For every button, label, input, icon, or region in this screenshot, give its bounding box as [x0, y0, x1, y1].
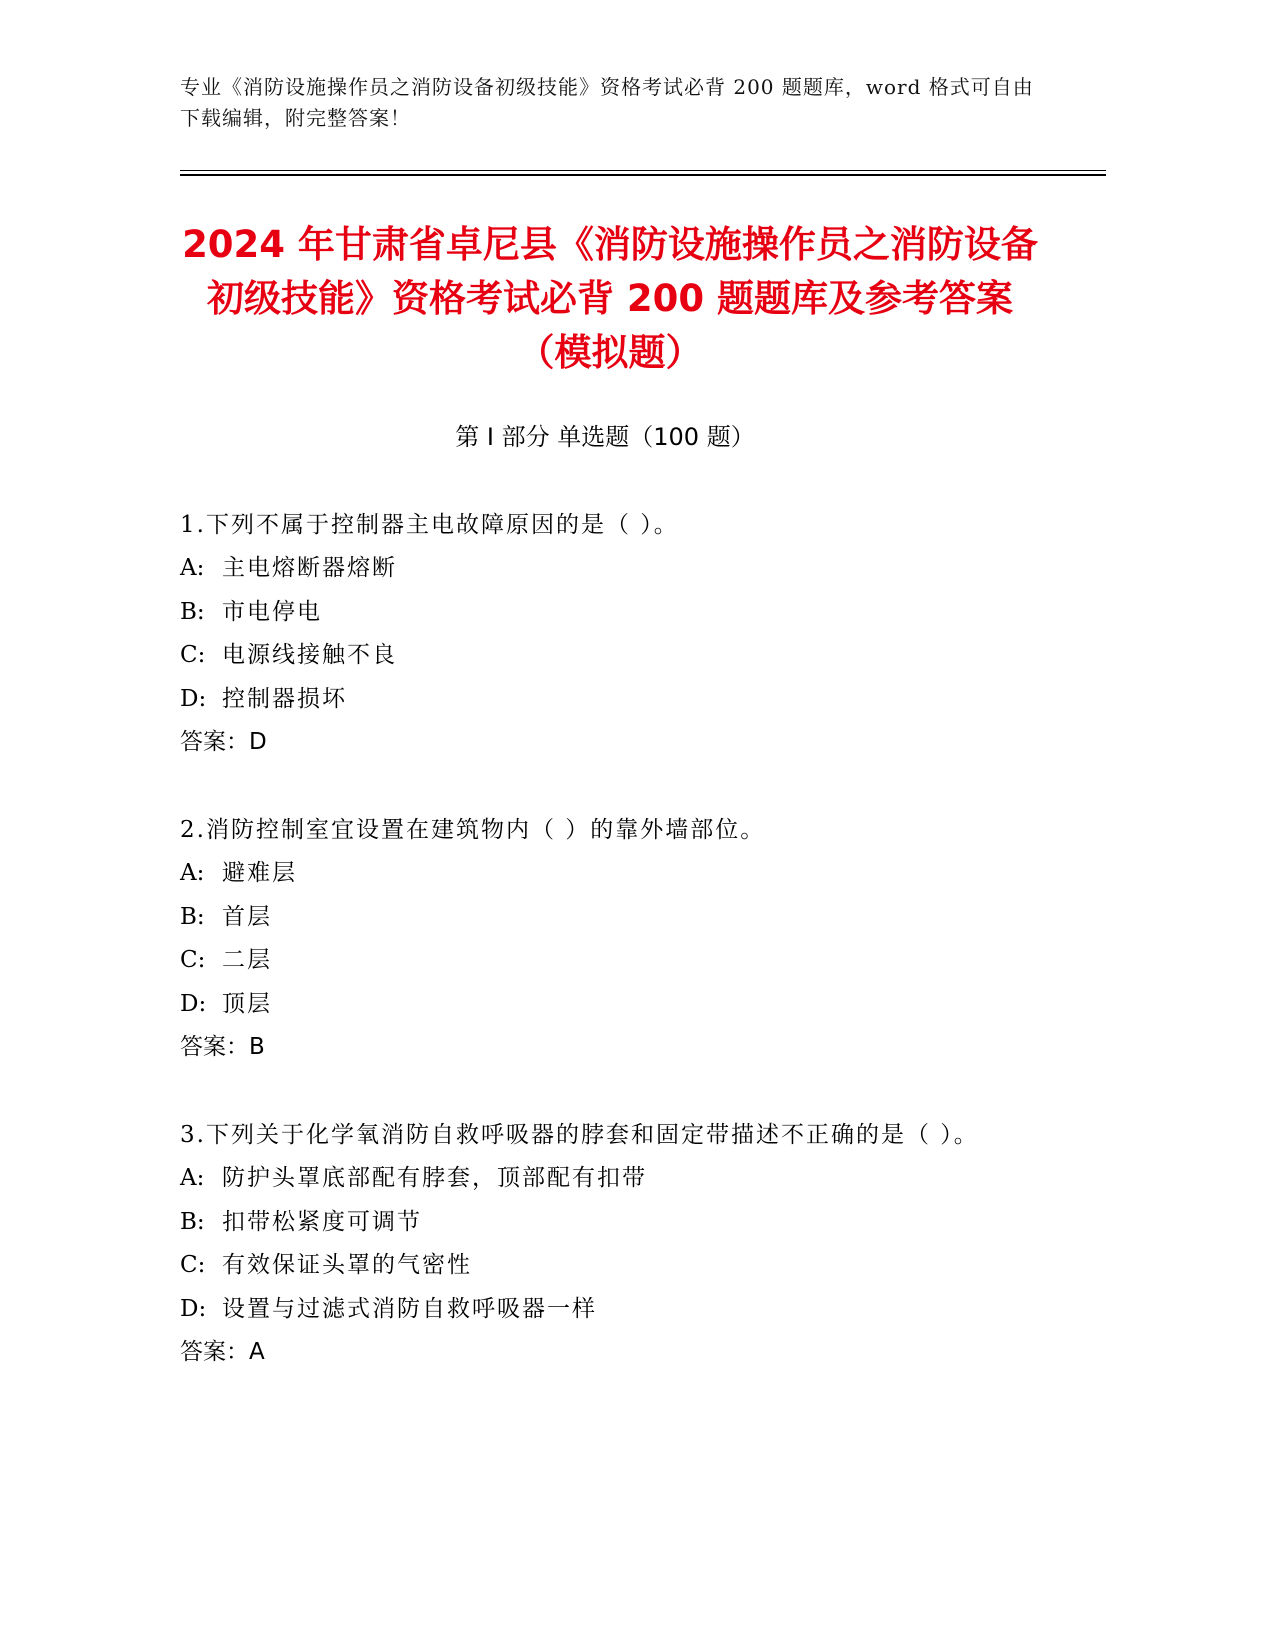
- header-rule-thin: [180, 170, 1106, 171]
- option-c: [180, 939, 1050, 983]
- section-heading: 第 I 部分 单选题（100 题）: [455, 423, 755, 451]
- option-b: [180, 591, 1050, 635]
- option-letter: B:: [180, 598, 205, 625]
- option-letter: B:: [180, 903, 205, 930]
- option-text: 防护头罩底部配有脖套，顶部配有扣带: [222, 1165, 647, 1191]
- option-letter: C:: [180, 947, 206, 973]
- option-d: [180, 1288, 1050, 1332]
- option-a: [180, 1157, 1050, 1201]
- option-letter: D:: [180, 990, 207, 1017]
- header-rule-thick: [180, 174, 1106, 176]
- question-stem: 2.消防控制室宜设置在建筑物内（ ）的靠外墙部位。: [180, 817, 766, 843]
- answer-line: 答案：A: [180, 1339, 265, 1365]
- option-a: [180, 547, 1050, 591]
- option-text: 市电停电: [222, 598, 322, 625]
- option-d: [180, 983, 1050, 1027]
- option-text: 控制器损坏: [222, 685, 347, 712]
- option-text: 扣带松紧度可调节: [222, 1208, 422, 1235]
- option-b: [180, 1201, 1050, 1245]
- option-text: 主电熔断器熔断: [222, 555, 397, 581]
- option-text: 二层: [222, 947, 272, 973]
- option-text: 电源线接触不良: [222, 642, 397, 668]
- question-stem: 1.下列不属于控制器主电故障原因的是（ ）。: [180, 512, 679, 538]
- question-stem: 3.下列关于化学氧消防自救呼吸器的脖套和固定带描述不正确的是（ ）。: [180, 1122, 979, 1148]
- document-title: 2024 年甘肃省卓尼县《消防设施操作员之消防设备初级技能》资格考试必背 200 题题库及参考答案（模拟题）: [182, 223, 1038, 374]
- answer-line: 答案：B: [180, 1034, 265, 1060]
- option-b: [180, 896, 1050, 940]
- answer-line: 答案：D: [180, 729, 267, 755]
- question-3: [180, 1114, 1050, 1375]
- option-letter: D:: [180, 1295, 207, 1322]
- option-letter: A:: [180, 1165, 205, 1191]
- option-letter: A:: [180, 860, 205, 886]
- option-c: [180, 634, 1050, 678]
- option-c: [180, 1244, 1050, 1288]
- option-d: [180, 678, 1050, 722]
- option-letter: B:: [180, 1208, 205, 1235]
- option-text: 有效保证头罩的气密性: [222, 1252, 472, 1278]
- option-letter: D:: [180, 685, 207, 712]
- question-1: [180, 504, 1050, 765]
- option-letter: C:: [180, 642, 206, 668]
- option-text: 设置与过滤式消防自救呼吸器一样: [222, 1295, 597, 1322]
- question-2: [180, 809, 1050, 1070]
- option-text: 顶层: [222, 990, 272, 1017]
- option-text: 避难层: [222, 860, 297, 886]
- option-letter: A:: [180, 555, 205, 581]
- option-letter: C:: [180, 1252, 206, 1278]
- option-a: [180, 852, 1050, 896]
- header-note: 专业《消防设施操作员之消防设备初级技能》资格考试必背 200 题题库，word 格式可自由下载编辑，附完整答案！: [180, 75, 1034, 130]
- option-text: 首层: [222, 903, 272, 930]
